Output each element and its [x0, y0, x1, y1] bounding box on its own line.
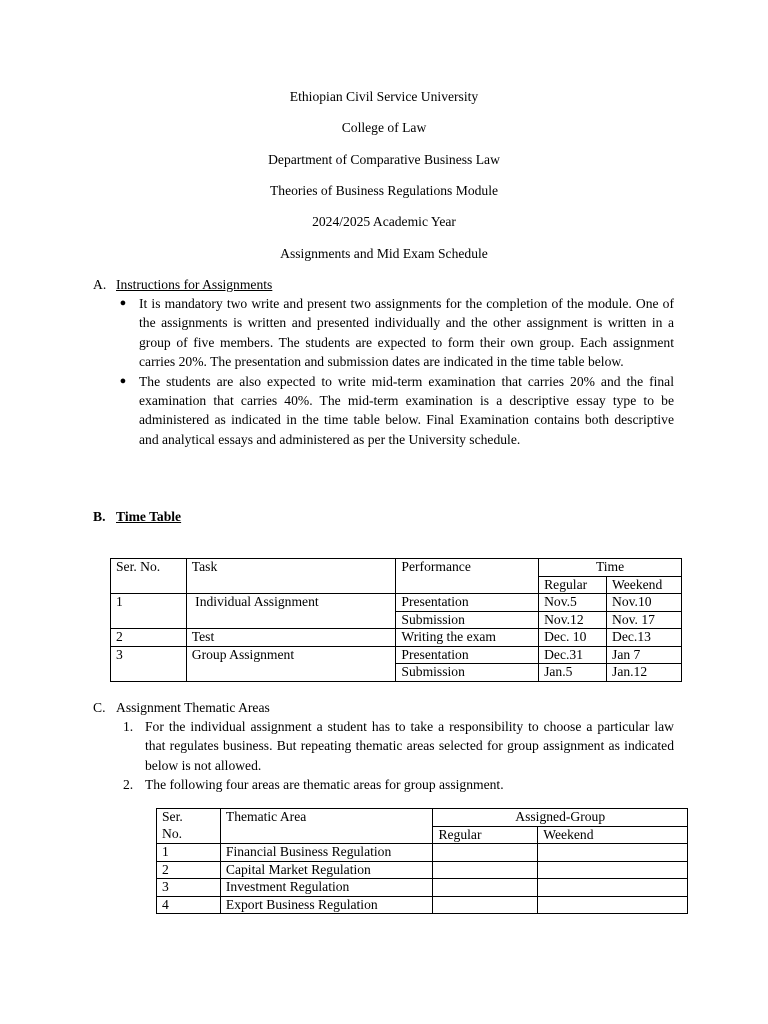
section-b-marker: B.	[93, 509, 106, 524]
cell-area: Investment Regulation	[220, 879, 433, 897]
header-weekend: Weekend	[538, 826, 688, 844]
cell-regular	[433, 896, 538, 914]
table-row	[111, 646, 682, 664]
thematic-table	[156, 808, 688, 914]
cell-performance: Submission	[396, 611, 539, 629]
cell-weekend: Nov.10	[607, 594, 682, 612]
cell-weekend: Jan 7	[607, 646, 682, 664]
cell-task: Group Assignment	[186, 646, 396, 681]
item-text: For the individual assignment a student has to take a responsibility to choose a particular law that regulates business. But repeating thematic areas selected for group assignment as indicated below is not allowed.	[145, 719, 674, 773]
cell-regular	[433, 861, 538, 879]
header-task: Task	[186, 559, 396, 594]
cell-weekend	[538, 896, 688, 914]
header-time: Time	[539, 559, 682, 577]
cell-regular: Jan.5	[539, 664, 607, 682]
cell-ser: 3	[111, 646, 187, 681]
cell-performance: Writing the exam	[396, 629, 539, 647]
bullet-text: The students are also expected to write mid-term examination that carries 20% and the final examination that carries 40%. The mid-term examination is a descriptive essay type to be administered as indicated in the time table below. Final Examination contains both descriptive and analytical essays and administered as per the University schedule.	[139, 373, 674, 447]
section-b-title: Time Table	[116, 509, 182, 524]
cell-area: Capital Market Regulation	[220, 861, 433, 879]
department-name: Department of Comparative Business Law	[268, 152, 500, 167]
section-c-heading	[93, 698, 270, 717]
cell-weekend	[538, 861, 688, 879]
cell-ser: 2	[111, 629, 187, 647]
cell-regular: Nov.12	[539, 611, 607, 629]
header-ser-no	[157, 809, 221, 844]
cell-area: Export Business Regulation	[220, 896, 433, 914]
cell-ser: 1	[157, 844, 221, 862]
bullet-icon: ●	[119, 374, 127, 387]
list-item	[123, 775, 674, 794]
table-row	[111, 594, 682, 612]
header-assigned-group: Assigned-Group	[433, 809, 688, 827]
header-ser-no: Ser. No.	[111, 559, 187, 594]
college-name: College of Law	[341, 120, 427, 135]
cell-ser: 3	[157, 879, 221, 897]
section-a-bullets	[119, 294, 674, 449]
table-row	[111, 629, 682, 647]
header-ser-line2: No.	[162, 825, 183, 841]
page-title: Assignments and Mid Exam Schedule	[280, 246, 488, 261]
table-row	[157, 844, 688, 862]
table-row	[157, 861, 688, 879]
table-row	[157, 879, 688, 897]
section-c-marker: C.	[93, 700, 106, 715]
header-performance: Performance	[396, 559, 539, 594]
header-thematic-area: Thematic Area	[220, 809, 433, 844]
cell-weekend: Dec.13	[607, 629, 682, 647]
university-name: Ethiopian Civil Service University	[289, 89, 479, 104]
bullet-text: It is mandatory two write and present two assignments for the completion of the module. One of the assignments is written and presented individually and the other assignment is written in a group of five members. The students are expected to form their own group. Each assignment carries 20%. The presentation and submission dates are indicated in the time table below.	[139, 296, 674, 370]
header-regular: Regular	[433, 826, 538, 844]
section-a-heading	[93, 275, 272, 294]
list-item	[119, 294, 674, 372]
table-row	[157, 896, 688, 914]
cell-weekend: Jan.12	[607, 664, 682, 682]
list-item	[123, 717, 674, 775]
section-a-title: Instructions for Assignments	[116, 277, 273, 292]
cell-regular: Nov.5	[539, 594, 607, 612]
cell-regular	[433, 844, 538, 862]
cell-regular: Dec.31	[539, 646, 607, 664]
item-number: 2.	[123, 777, 134, 793]
cell-ser: 4	[157, 896, 221, 914]
cell-weekend: Nov. 17	[607, 611, 682, 629]
cell-task: Individual Assignment	[186, 594, 396, 629]
cell-weekend	[538, 844, 688, 862]
header-ser-line1: Ser.	[162, 809, 183, 824]
cell-performance: Presentation	[396, 594, 539, 612]
section-b-heading	[93, 507, 181, 526]
cell-performance: Presentation	[396, 646, 539, 664]
item-text: The following four areas are thematic areas for group assignment.	[145, 777, 504, 793]
academic-year: 2024/2025 Academic Year	[312, 214, 456, 229]
cell-regular	[433, 879, 538, 897]
section-c-list	[123, 717, 674, 795]
header-regular: Regular	[539, 576, 607, 594]
table-header-row	[157, 809, 688, 827]
cell-area: Financial Business Regulation	[220, 844, 433, 862]
cell-weekend	[538, 879, 688, 897]
table-header-row	[111, 559, 682, 577]
bullet-icon: ●	[119, 297, 127, 309]
cell-ser: 2	[157, 861, 221, 879]
header-weekend: Weekend	[607, 576, 682, 594]
cell-task: Test	[186, 629, 396, 647]
item-number: 1.	[123, 719, 134, 734]
time-table	[110, 558, 682, 682]
section-c-title: Assignment Thematic Areas	[116, 700, 270, 715]
module-name: Theories of Business Regulations Module	[269, 183, 499, 198]
list-item	[119, 372, 674, 450]
cell-performance: Submission	[396, 664, 539, 682]
cell-ser: 1	[111, 594, 187, 629]
cell-regular: Dec. 10	[539, 629, 607, 647]
section-a-marker: A.	[93, 277, 107, 292]
